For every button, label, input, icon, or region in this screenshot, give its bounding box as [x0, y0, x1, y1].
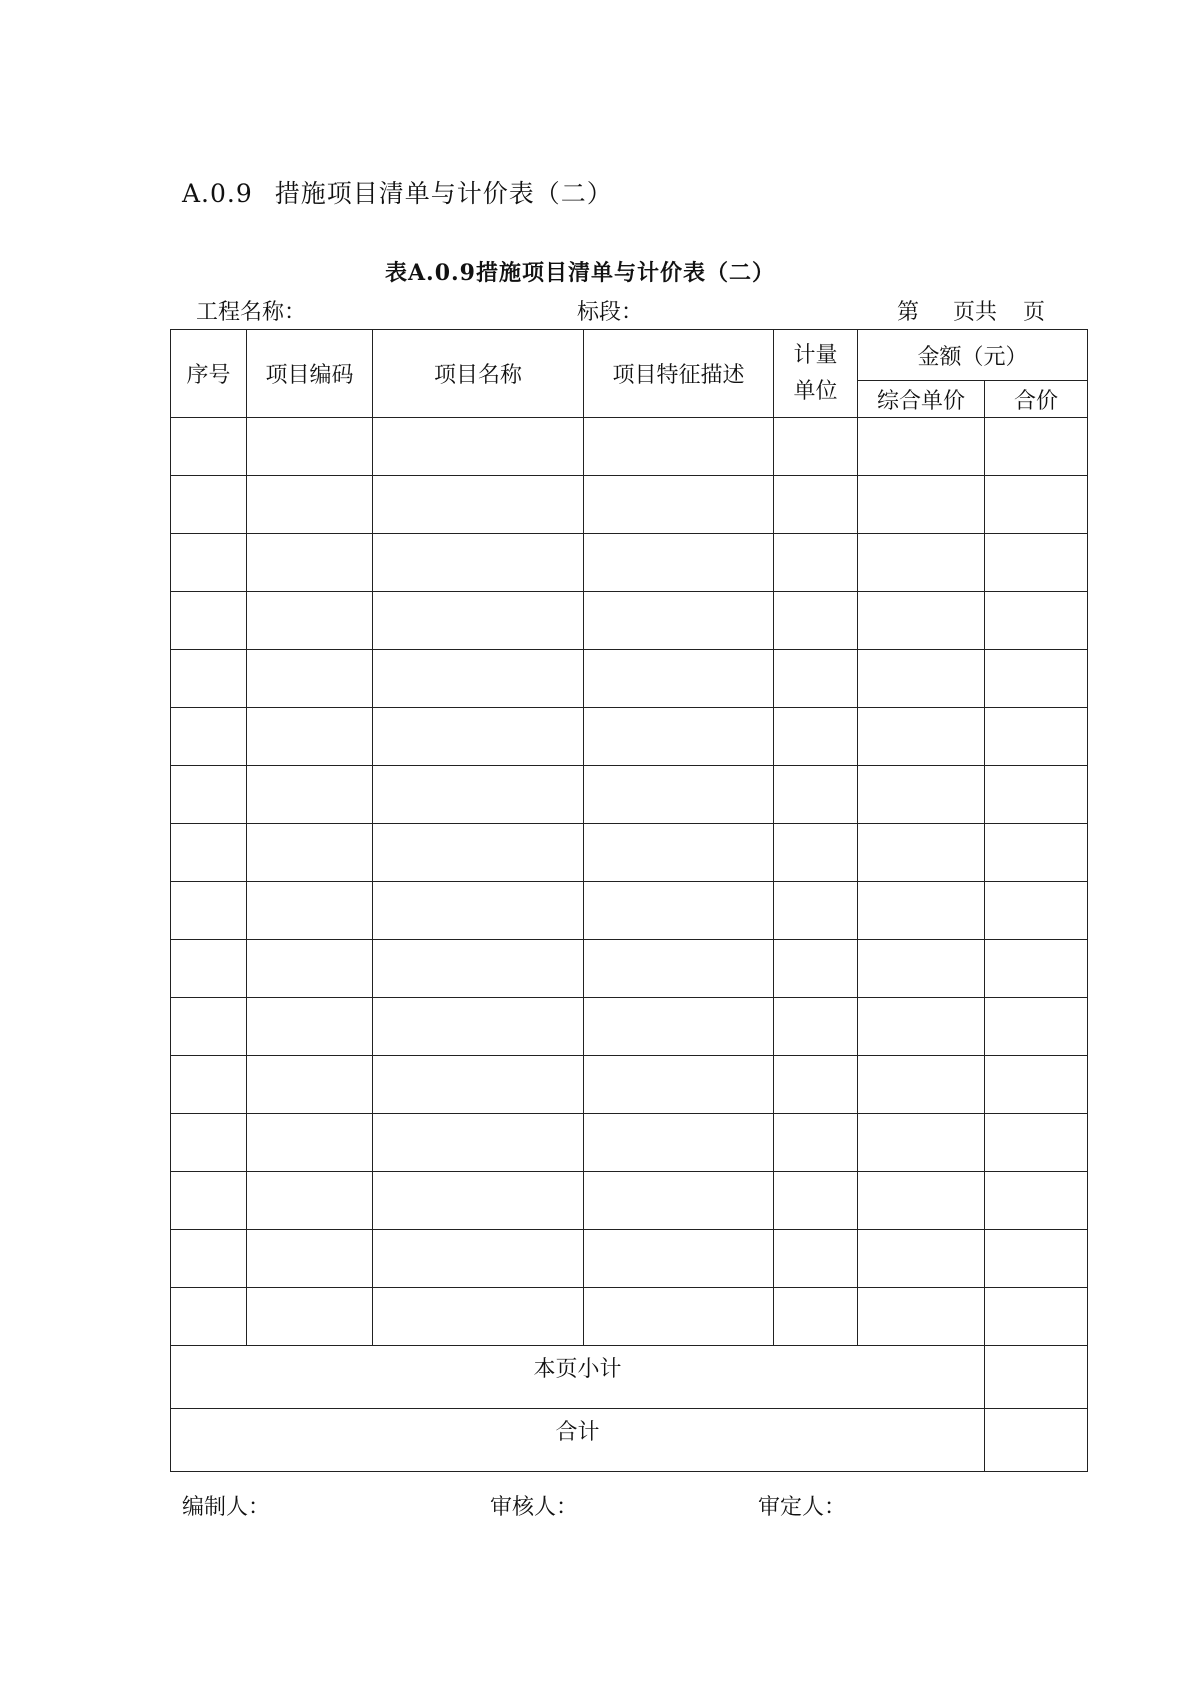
cell-desc[interactable]: [584, 1056, 774, 1114]
cell-code[interactable]: [247, 882, 373, 940]
table-row: [171, 1114, 1088, 1172]
table-row: [171, 940, 1088, 998]
cell-unit[interactable]: [774, 534, 858, 592]
table-row: [171, 1056, 1088, 1114]
page-subtotal-row: [171, 1346, 1088, 1409]
cell-unit-price[interactable]: [858, 1172, 985, 1230]
col-amount-header: 金额（元）: [858, 330, 1088, 381]
cell-total[interactable]: [985, 1230, 1088, 1288]
cell-desc[interactable]: [584, 998, 774, 1056]
cell-seq[interactable]: [171, 1114, 247, 1172]
cell-unit-price[interactable]: [858, 476, 985, 534]
cell-unit-price[interactable]: [858, 534, 985, 592]
cell-total[interactable]: [985, 650, 1088, 708]
table-row: [171, 1230, 1088, 1288]
cell-name[interactable]: [373, 998, 584, 1056]
cell-desc[interactable]: [584, 650, 774, 708]
cell-seq[interactable]: [171, 1056, 247, 1114]
cell-total[interactable]: [985, 824, 1088, 882]
cell-unit[interactable]: [774, 476, 858, 534]
table-row: [171, 418, 1088, 476]
page-subtotal-label: 本页小计: [171, 1346, 985, 1409]
cell-desc[interactable]: [584, 534, 774, 592]
col-desc-header: 项目特征描述: [584, 330, 774, 418]
cell-code[interactable]: [247, 940, 373, 998]
cell-unit-price[interactable]: [858, 708, 985, 766]
cell-seq[interactable]: [171, 940, 247, 998]
col-unit-header: [774, 330, 858, 418]
cell-name[interactable]: [373, 534, 584, 592]
cell-seq[interactable]: [171, 476, 247, 534]
grand-total-label: 合计: [171, 1409, 985, 1472]
cell-unit-price[interactable]: [858, 1288, 985, 1346]
cell-code[interactable]: [247, 418, 373, 476]
cell-total[interactable]: [985, 592, 1088, 650]
approver-label: 审定人：: [758, 1495, 847, 1520]
cell-code[interactable]: [247, 1230, 373, 1288]
cell-unit[interactable]: [774, 824, 858, 882]
cell-desc[interactable]: [584, 1230, 774, 1288]
page-indicator: [897, 295, 1045, 326]
project-name-label: 工程名称：: [196, 300, 307, 325]
cell-name[interactable]: [373, 1230, 584, 1288]
reviewer-label: 审核人：: [490, 1495, 579, 1520]
cell-name[interactable]: [373, 1056, 584, 1114]
cell-name[interactable]: [373, 766, 584, 824]
cell-unit[interactable]: [774, 998, 858, 1056]
cell-unit-price[interactable]: [858, 824, 985, 882]
table-row: [171, 592, 1088, 650]
cell-name[interactable]: [373, 476, 584, 534]
cell-unit-price[interactable]: [858, 592, 985, 650]
measures-pricing-table: [170, 329, 1088, 1472]
cell-seq[interactable]: [171, 1288, 247, 1346]
cell-unit[interactable]: [774, 418, 858, 476]
table-row: [171, 534, 1088, 592]
cell-total[interactable]: [985, 708, 1088, 766]
cell-total[interactable]: [985, 418, 1088, 476]
cell-name[interactable]: [373, 650, 584, 708]
page-prefix: 第: [897, 300, 920, 325]
cell-unit[interactable]: [774, 1114, 858, 1172]
cell-unit[interactable]: [774, 882, 858, 940]
cell-code[interactable]: [247, 998, 373, 1056]
cell-name[interactable]: [373, 824, 584, 882]
cell-code[interactable]: [247, 1056, 373, 1114]
cell-unit-price[interactable]: [858, 940, 985, 998]
page-subtotal-value[interactable]: [985, 1346, 1088, 1409]
table-body: [171, 418, 1088, 1346]
cell-code[interactable]: [247, 1288, 373, 1346]
cell-unit[interactable]: [774, 1230, 858, 1288]
cell-unit[interactable]: [774, 766, 858, 824]
cell-code[interactable]: [247, 650, 373, 708]
cell-seq[interactable]: [171, 1230, 247, 1288]
cell-code[interactable]: [247, 708, 373, 766]
section-heading: [182, 174, 613, 210]
table-row: [171, 766, 1088, 824]
col-unit-price-header: 综合单价: [858, 381, 985, 418]
cell-desc[interactable]: [584, 824, 774, 882]
cell-seq[interactable]: [171, 998, 247, 1056]
cell-unit-price[interactable]: [858, 882, 985, 940]
section-label: 标段：: [577, 300, 644, 325]
col-code-header: 项目编码: [247, 330, 373, 418]
cell-name[interactable]: [373, 940, 584, 998]
table-row: [171, 650, 1088, 708]
header-row: [171, 330, 1088, 381]
cell-desc[interactable]: [584, 592, 774, 650]
cell-total[interactable]: [985, 1172, 1088, 1230]
table-row: [171, 882, 1088, 940]
cell-code[interactable]: [247, 476, 373, 534]
cell-seq[interactable]: [171, 650, 247, 708]
grand-total-value[interactable]: [985, 1409, 1088, 1472]
cell-unit-price[interactable]: [858, 1230, 985, 1288]
cell-unit-price[interactable]: [858, 766, 985, 824]
cell-desc[interactable]: [584, 708, 774, 766]
table-row: [171, 476, 1088, 534]
cell-name[interactable]: [373, 1288, 584, 1346]
cell-seq[interactable]: [171, 592, 247, 650]
cell-unit[interactable]: [774, 708, 858, 766]
cell-name[interactable]: [373, 592, 584, 650]
cell-total[interactable]: [985, 1114, 1088, 1172]
table-title: 表A.0.9措施项目清单与计价表（二）: [384, 260, 775, 286]
grand-total-row: [171, 1409, 1088, 1472]
cell-unit[interactable]: [774, 1172, 858, 1230]
cell-code[interactable]: [247, 1172, 373, 1230]
cell-seq[interactable]: [171, 534, 247, 592]
section-number: A.0.9: [182, 179, 253, 208]
cell-seq[interactable]: [171, 882, 247, 940]
cell-total[interactable]: [985, 1056, 1088, 1114]
cell-total[interactable]: [985, 998, 1088, 1056]
cell-unit-price[interactable]: [858, 418, 985, 476]
cell-unit-price[interactable]: [858, 650, 985, 708]
cell-name[interactable]: [373, 418, 584, 476]
cell-unit[interactable]: [774, 592, 858, 650]
cell-seq[interactable]: [171, 766, 247, 824]
cell-name[interactable]: [373, 1114, 584, 1172]
cell-seq[interactable]: [171, 418, 247, 476]
table-row: [171, 998, 1088, 1056]
table-row: [171, 1172, 1088, 1230]
cell-desc[interactable]: [584, 940, 774, 998]
cell-desc[interactable]: [584, 1114, 774, 1172]
table-row: [171, 1288, 1088, 1346]
cell-seq[interactable]: [171, 824, 247, 882]
cell-unit-price[interactable]: [858, 1114, 985, 1172]
cell-code[interactable]: [247, 534, 373, 592]
cell-desc[interactable]: [584, 882, 774, 940]
cell-total[interactable]: [985, 534, 1088, 592]
cell-code[interactable]: [247, 592, 373, 650]
cell-unit[interactable]: [774, 1056, 858, 1114]
cell-code[interactable]: [247, 824, 373, 882]
cell-total[interactable]: [985, 476, 1088, 534]
col-unit-line1: 计量: [793, 342, 838, 368]
cell-desc[interactable]: [584, 1288, 774, 1346]
cell-unit[interactable]: [774, 1288, 858, 1346]
cell-unit[interactable]: [774, 650, 858, 708]
cell-total[interactable]: [985, 882, 1088, 940]
cell-desc[interactable]: [584, 418, 774, 476]
table-row: [171, 824, 1088, 882]
cell-total[interactable]: [985, 766, 1088, 824]
page-suffix: 页: [1023, 300, 1046, 325]
cell-desc[interactable]: [584, 1172, 774, 1230]
cell-seq[interactable]: [171, 708, 247, 766]
cell-desc[interactable]: [584, 766, 774, 824]
cell-name[interactable]: [373, 708, 584, 766]
cell-total[interactable]: [985, 940, 1088, 998]
col-name-header: 项目名称: [373, 330, 584, 418]
cell-code[interactable]: [247, 1114, 373, 1172]
cell-name[interactable]: [373, 882, 584, 940]
col-total-header: 合价: [985, 381, 1088, 418]
cell-seq[interactable]: [171, 1172, 247, 1230]
col-unit-line2: 单位: [793, 378, 838, 404]
cell-unit-price[interactable]: [858, 1056, 985, 1114]
compiler-label: 编制人：: [182, 1495, 271, 1520]
section-title: 措施项目清单与计价表（二）: [274, 179, 613, 208]
cell-total[interactable]: [985, 1288, 1088, 1346]
page-middle: 页共: [953, 300, 998, 325]
col-seq-header: 序号: [171, 330, 247, 418]
cell-unit[interactable]: [774, 940, 858, 998]
cell-unit-price[interactable]: [858, 998, 985, 1056]
cell-name[interactable]: [373, 1172, 584, 1230]
cell-desc[interactable]: [584, 476, 774, 534]
cell-code[interactable]: [247, 766, 373, 824]
table-row: [171, 708, 1088, 766]
